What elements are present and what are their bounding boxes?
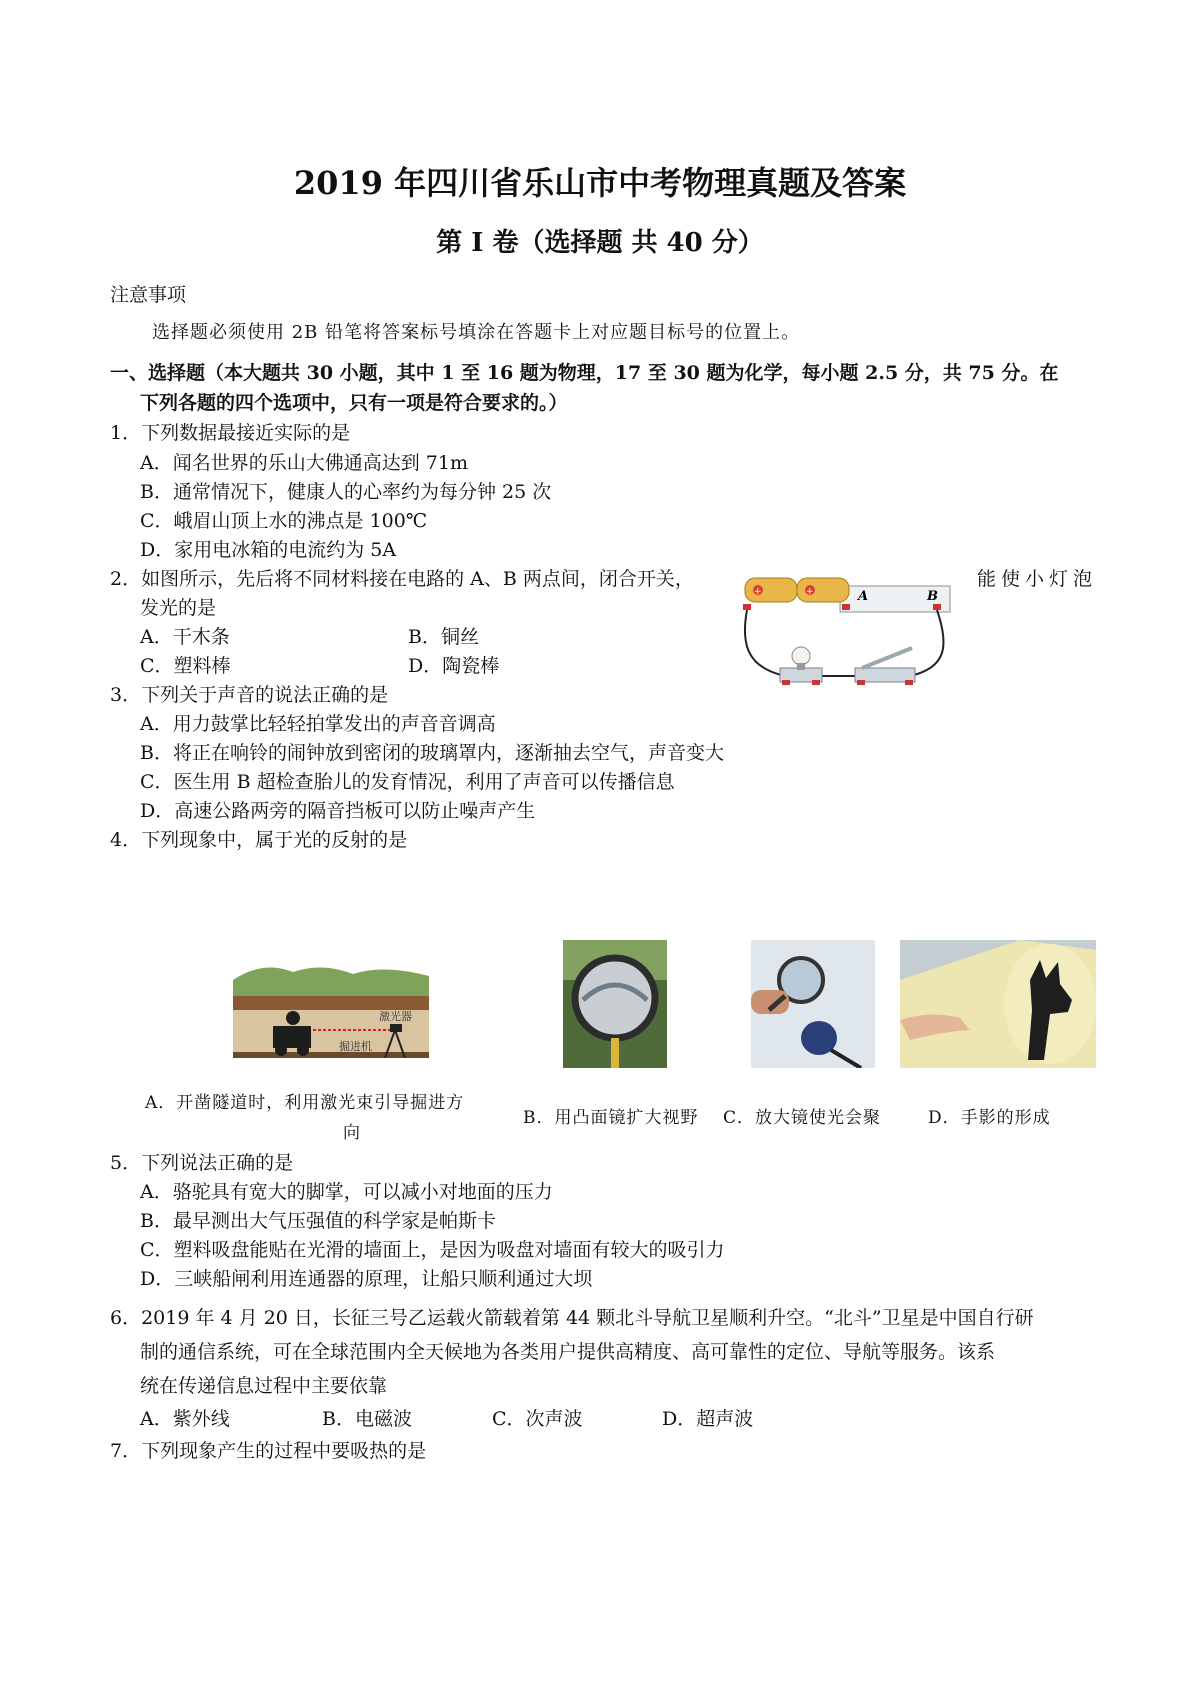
circuit-figure	[740, 568, 955, 728]
q6-stem-line2: 制的通信系统，可在全球范围内全天候地为各类用户提供高精度、高可靠性的定位、导航等服务。该系	[140, 1341, 996, 1363]
q4-caption-a-line2: 向	[343, 1123, 361, 1143]
bulb-icon	[792, 647, 810, 665]
page-subtitle: 第 I 卷（选择题 共 40 分）	[436, 228, 764, 258]
q4-caption-b: B．用凸面镜扩大视野	[523, 1108, 699, 1128]
convex-mirror-figure	[563, 940, 667, 1068]
switch-icon	[855, 668, 915, 682]
label-laser: 激光器	[379, 1010, 412, 1023]
magnifier-figure	[751, 940, 875, 1068]
q1-option-c: C．峨眉山顶上水的沸点是 100℃	[140, 510, 428, 532]
q2-option-a: A．干木条	[140, 626, 230, 648]
q3-option-d: D．高速公路两旁的隔音挡板可以防止噪声产生	[140, 800, 536, 822]
q4-caption-c: C．放大镜使光会聚	[723, 1108, 882, 1128]
q1-option-a: A．闻名世界的乐山大佛通高达到 71m	[140, 452, 468, 474]
q3-option-c: C．医生用 B 超检查胎儿的发育情况，利用了声音可以传播信息	[140, 771, 675, 793]
svg-text:+: +	[806, 587, 814, 597]
q6-option-d: D．超声波	[662, 1408, 754, 1430]
q4-stem: 4．下列现象中，属于光的反射的是	[110, 829, 408, 851]
q4-caption-d: D．手影的形成	[928, 1108, 1051, 1128]
section-heading-line2: 下列各题的四个选项中，只有一项是符合要求的。）	[140, 392, 568, 414]
q6-option-a: A．紫外线	[140, 1408, 230, 1430]
q1-option-d: D．家用电冰箱的电流约为 5A	[140, 539, 397, 561]
label-a: A	[858, 589, 869, 604]
q6-stem-line1: 6．2019 年 4 月 20 日，长征三号乙运载火箭载着第 44 颗北斗导航卫星顺利升空。“北斗”卫星是中国自行研	[110, 1307, 1034, 1329]
q1-option-b: B．通常情况下，健康人的心率约为每分钟 25 次	[140, 481, 552, 503]
svg-text:+: +	[754, 587, 762, 597]
q5-option-b: B．最早测出大气压强值的科学家是帕斯卡	[140, 1210, 496, 1232]
q4-caption-a-line1: A．开凿隧道时，利用激光束引导掘进方	[145, 1093, 465, 1113]
q2-option-b: B．铜丝	[408, 626, 479, 648]
q3-stem: 3．下列关于声音的说法正确的是	[110, 684, 389, 706]
label-b: B	[927, 589, 938, 604]
q5-option-d: D．三峡船闸利用连通器的原理，让船只顺利通过大坝	[140, 1268, 593, 1290]
q6-stem-line3: 统在传递信息过程中主要依靠	[140, 1375, 388, 1397]
q6-option-c: C．次声波	[492, 1408, 583, 1430]
battery-1	[745, 578, 797, 602]
section-heading-line1: 一、选择题（本大题共 30 小题，其中 1 至 16 题为物理，17 至 30 题为化学，每小题 2.5 分，共 75 分。在	[110, 362, 1059, 384]
q2-stem-part1: 2．如图所示，先后将不同材料接在电路的 A、B 两点间，闭合开关，	[110, 568, 694, 590]
hand-shadow-figure	[900, 940, 1096, 1068]
q2-stem-part2: 能使小灯泡	[977, 568, 1098, 590]
label-excavator: 掘进机	[339, 1040, 372, 1053]
q2-stem-part3: 发光的是	[140, 597, 217, 619]
q5-stem: 5．下列说法正确的是	[110, 1152, 294, 1174]
notice-heading: 注意事项	[110, 284, 187, 306]
page-title: 2019 年四川省乐山市中考物理真题及答案	[293, 164, 907, 202]
notice-body: 选择题必须使用 2B 铅笔将答案标号填涂在答题卡上对应题目标号的位置上。	[152, 322, 801, 343]
q3-option-b: B．将正在响铃的闹钟放到密闭的玻璃罩内，逐渐抽去空气，声音变大	[140, 742, 724, 764]
q6-option-b: B．电磁波	[322, 1408, 412, 1430]
tunnel-laser-figure	[233, 960, 429, 1058]
battery-2	[797, 578, 849, 602]
q2-option-c: C．塑料棒	[140, 655, 231, 677]
q3-option-a: A．用力鼓掌比轻轻拍掌发出的声音音调高	[140, 713, 496, 735]
laser-device-icon	[390, 1024, 402, 1032]
q5-option-a: A．骆驼具有宽大的脚掌，可以减小对地面的压力	[140, 1181, 553, 1203]
q5-option-c: C．塑料吸盘能贴在光滑的墙面上，是因为吸盘对墙面有较大的吸引力	[140, 1239, 725, 1261]
q2-option-d: D．陶瓷棒	[408, 655, 500, 677]
q1-stem: 1．下列数据最接近实际的是	[110, 422, 351, 444]
q7-stem: 7．下列现象产生的过程中要吸热的是	[110, 1440, 427, 1462]
